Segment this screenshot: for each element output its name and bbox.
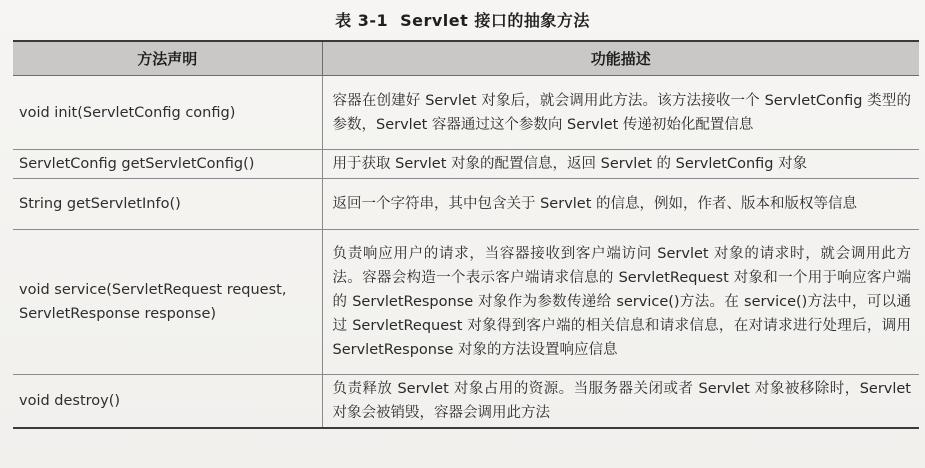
method-description: 容器在创建好 Servlet 对象后，就会调用此方法。该方法接收一个 ServletConfig 类型的参数，Servlet 容器通过这个参数向 Servlet 传递初始化配置信息 bbox=[322, 76, 919, 150]
table-body bbox=[13, 76, 919, 429]
method-description: 负责释放 Servlet 对象占用的资源。当服务器关闭或者 Servlet 对象被移除时，Servlet 对象会被销毁，容器会调用此方法 bbox=[322, 375, 919, 429]
header-description: 功能描述 bbox=[322, 41, 919, 76]
servlet-methods-table bbox=[13, 40, 919, 429]
method-declaration: void destroy() bbox=[13, 375, 322, 429]
table-row bbox=[13, 150, 919, 179]
table-row bbox=[13, 179, 919, 230]
method-declaration: void init(ServletConfig config) bbox=[13, 76, 322, 150]
method-declaration: void service(ServletRequest request, ServletResponse response) bbox=[13, 230, 322, 375]
header-method: 方法声明 bbox=[13, 41, 322, 76]
table-row bbox=[13, 230, 919, 375]
method-description: 用于获取 Servlet 对象的配置信息，返回 Servlet 的 ServletConfig 对象 bbox=[322, 150, 919, 179]
method-description: 负责响应用户的请求，当容器接收到客户端访问 Servlet 对象的请求时，就会调用此方法。容器会构造一个表示客户端请求信息的 ServletRequest 对象和一个用于响应客户端的 ServletResponse 对象作为参数传递给 service()方法。在 service()方法中，可以通过 ServletRequest 对象得到客户端的相关信息和请求信息，在对请求进行处理后，调用 ServletResponse 对象的方法设置响应信息 bbox=[322, 230, 919, 375]
method-declaration: String getServletInfo() bbox=[13, 179, 322, 230]
table-title: Servlet 接口的抽象方法 bbox=[400, 11, 590, 30]
table-caption bbox=[0, 8, 925, 31]
method-declaration: ServletConfig getServletConfig() bbox=[13, 150, 322, 179]
table-number: 表 3-1 bbox=[335, 11, 389, 30]
table-row bbox=[13, 375, 919, 429]
method-description: 返回一个字符串，其中包含关于 Servlet 的信息，例如，作者、版本和版权等信息 bbox=[322, 179, 919, 230]
table-header bbox=[13, 41, 919, 76]
table-row bbox=[13, 76, 919, 150]
header-row bbox=[13, 41, 919, 76]
